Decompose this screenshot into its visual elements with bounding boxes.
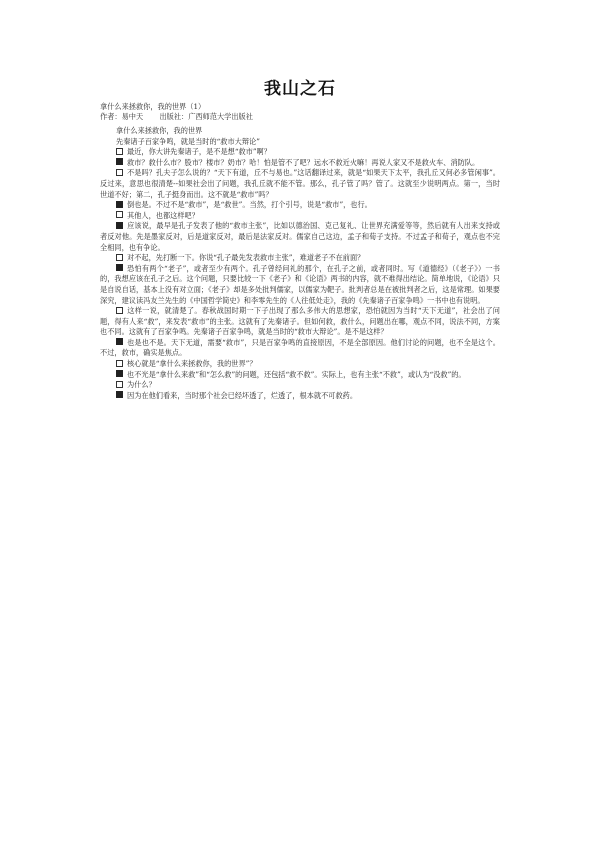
subtitle: 拿什么来拯救你，我的世界（1） bbox=[100, 102, 206, 111]
intro-line: 拿什么来拯救你，我的世界 bbox=[116, 126, 203, 135]
page-title: 我山之石 bbox=[264, 79, 336, 99]
dialogue-paragraph: 为什么？ bbox=[100, 380, 500, 391]
filled-square-icon bbox=[116, 338, 123, 345]
dialogue-paragraph: 最近，你大讲先秦诸子，是不是想“救市”啊？ bbox=[100, 147, 500, 158]
dialogue-paragraph: 倒也是。不过不是“救市”，是“救世”。当然，打个引号，说是“救市”，也行。 bbox=[100, 200, 500, 211]
filled-square-icon bbox=[116, 264, 123, 271]
dialogue-paragraph: 恐怕有两个“老子”，或者至少有两个。孔子曾经问礼的那个，在孔子之前，或者同时。写《道德经》（《老子》）一书的，我想应该在孔子之后。这个问题，只要比较一下《老子》和《论语》两书的内容，就不难得出结论。简单地说，《论语》只是自说自话，基本上没有对立面；《老子》却是多处批判儒家，以儒家为靶子。批判者总是在被批判者之后，这是常理。如果要深究，建议读冯友兰先生的《中国哲学简史》和李零先生的《人往低处走》，我的《先秦诸子百家争鸣》一书中也有说明。 bbox=[100, 263, 500, 305]
filled-square-icon bbox=[116, 158, 123, 165]
filled-square-icon bbox=[116, 370, 123, 377]
intro-line: 先秦诸子百家争鸣，就是当时的“救市大辩论” bbox=[116, 136, 260, 146]
publisher-label: 出版社：广西师范大学出版社 bbox=[159, 112, 253, 121]
filled-square-icon bbox=[116, 222, 123, 229]
author-label: 作者：易中天 bbox=[100, 112, 144, 121]
author-line bbox=[100, 112, 500, 122]
open-square-icon bbox=[116, 148, 123, 155]
filled-square-icon bbox=[116, 201, 123, 208]
dialogue-paragraph: 因为在他们看来，当时那个社会已经坏透了，烂透了，根本就不可救药。 bbox=[100, 391, 500, 402]
open-square-icon bbox=[116, 254, 123, 261]
open-square-icon bbox=[116, 360, 123, 367]
filled-square-icon bbox=[116, 391, 123, 398]
dialogue-paragraph: 救市？救什么市？股市？楼市？奶市？哈！怕是管不了吧？远水不救近火嘛！再说人家又不是救火车、消防队。 bbox=[100, 158, 500, 169]
open-square-icon bbox=[116, 381, 123, 388]
dialogue-paragraph: 也是也不是。天下无道，需要“救市”，只是百家争鸣的直接原因，不是全部原因。他们讨论的问题，也不全是这个。不过，救市，确实是焦点。 bbox=[100, 337, 500, 358]
dialogue-paragraph: 不是吗？孔夫子怎么说的？“天下有道，丘不与易也。”这话翻译过来，就是“如果天下太平，我孔丘又何必多管闲事”。反过来，意思也很清楚--如果社会出了问题，我孔丘就不能不管。那么，孔子管了吗？管了。这就至少说明两点。第一，当时世道不好；第二，孔子挺身而出。这不就是“救市”吗？ bbox=[100, 168, 500, 199]
dialogue-paragraph: 对不起，先打断一下。你说“孔子最先发表救市主张”，难道老子不在前面？ bbox=[100, 253, 500, 264]
dialogue-paragraph: 其他人，也都这样吧？ bbox=[100, 211, 500, 222]
dialogue-paragraph: 核心就是“拿什么来拯救你，我的世界”？ bbox=[100, 359, 500, 370]
open-square-icon bbox=[116, 307, 123, 314]
dialogue-paragraph: 应该说，最早是孔子发表了他的“救市主张”，比如以德治国、克己复礼、让世界充满爱等等，然后就有人出来支持或者反对他。先是墨家反对，后是道家反对，最后是法家反对。儒家自己这边，孟子和荀子支持。不过孟子和荀子，观点也不完全相同，也有争论。 bbox=[100, 221, 500, 252]
open-square-icon bbox=[116, 211, 123, 218]
article-body bbox=[100, 126, 500, 401]
open-square-icon bbox=[116, 169, 123, 176]
dialogue-paragraph: 这样一说，就清楚了。春秋战国时期一下子出现了那么多伟大的思想家，恐怕就因为当时“天下无道”，社会出了问题，得有人来“救”，来发表“救市”的主张。这就有了先秦诸子。但如何救，救什么，问题出在哪，观点不同，说法不同，方案也不同。这就有了百家争鸣。先秦诸子百家争鸣，就是当时的“救市大辩论”。是不是这样？ bbox=[100, 306, 500, 337]
dialogue-paragraph: 也不光是“拿什么来救”和“怎么救”的问题，还包括“救不救”。实际上，也有主张“不救”，或认为“没救”的。 bbox=[100, 370, 500, 381]
